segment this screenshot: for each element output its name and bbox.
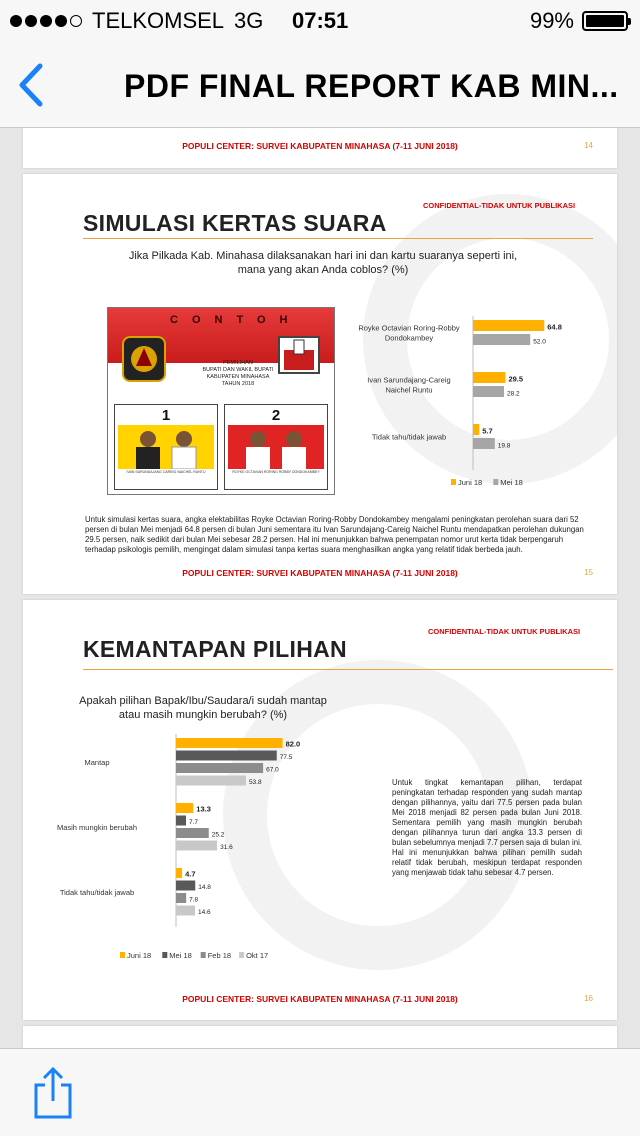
status-bar [0, 0, 640, 40]
battery-percent: 99% [529, 8, 574, 33]
network-type: 3G [234, 8, 264, 33]
carrier-name: TELKOMSEL [92, 8, 225, 33]
bar [176, 816, 186, 826]
bar [176, 763, 263, 773]
bar [176, 828, 209, 838]
candidate-panel-2 [224, 404, 328, 490]
data-label: 7.7 [189, 819, 199, 826]
data-label: 19.8 [497, 442, 511, 450]
slide-title: KEMANTAPAN PILIHAN [83, 636, 347, 662]
data-label: 25.2 [211, 831, 225, 839]
data-label: 13.3 [196, 804, 211, 814]
data-label: 14.6 [197, 909, 211, 916]
bar [473, 386, 504, 397]
legend-label: Feb 18 [207, 951, 232, 960]
bar [176, 881, 195, 891]
back-button[interactable] [14, 60, 50, 110]
bar [176, 906, 195, 916]
category-label: Tidak tahu/tidak jawab [371, 432, 447, 442]
candidate-number: 2 [271, 407, 281, 424]
data-label: 67.0 [266, 766, 279, 774]
bar [473, 320, 544, 331]
bar [176, 893, 186, 903]
confidential-label: CONFIDENTIAL-TIDAK UNTUK PUBLIKASI [423, 201, 576, 210]
bar [176, 776, 246, 786]
legend-label: Juni 18 [458, 478, 483, 487]
title-rule [83, 669, 613, 670]
category-label: Dondokambey [384, 333, 434, 343]
pdf-viewer[interactable] [0, 128, 640, 1048]
data-label: 52.0 [533, 338, 546, 346]
pdf-page-17 [23, 1026, 617, 1048]
data-label: 77.5 [279, 754, 293, 761]
status-left [10, 8, 263, 34]
ballot-sample [107, 307, 335, 495]
pdf-page-16 [23, 600, 617, 1020]
category-label: Mantap [84, 757, 110, 767]
bar [176, 751, 277, 761]
survey-question: Apakah pilihan Bapak/Ibu/Saudara/i sudah mantap atau masih mungkin berubah? (%) [79, 695, 327, 721]
battery-icon [582, 11, 628, 31]
page-footer: POPULI CENTER: SURVEI KABUPATEN MINAHASA (7-11 JUNI 2018) [182, 568, 458, 578]
bar [473, 334, 530, 345]
candidate-photo [228, 425, 324, 469]
share-icon [30, 1063, 76, 1123]
data-label: 5.7 [482, 426, 493, 436]
page-number: 15 [584, 568, 593, 577]
bar [176, 841, 217, 851]
data-label: 82.0 [285, 739, 301, 749]
data-label: 53.8 [248, 779, 262, 786]
category-label: Naichel Runtu [385, 385, 433, 395]
bar [176, 803, 193, 813]
bar [176, 738, 283, 748]
candidate-panel-1 [114, 404, 218, 490]
share-button[interactable] [30, 1063, 76, 1123]
data-label: 64.8 [547, 322, 562, 332]
data-label: 7.8 [189, 896, 199, 904]
ballot-contoh-label: CONTOH [170, 314, 302, 326]
page-number: 14 [584, 141, 593, 150]
category-label: Masih mungkin berubah [56, 822, 138, 832]
signal-strength-icon [10, 15, 82, 27]
category-label: Royke Octavian Roring-Robby [358, 323, 460, 333]
legend-swatch [201, 952, 206, 958]
status-right [530, 8, 628, 34]
kpu-seal-icon [122, 336, 166, 382]
candidate-number: 1 [161, 407, 171, 424]
legend-label: Juni 18 [127, 951, 152, 960]
page-number: 16 [584, 994, 593, 1003]
bottom-toolbar [0, 1048, 640, 1136]
ballot-simulation-chart [333, 299, 603, 489]
slide-title: SIMULASI KERTAS SUARA [83, 210, 387, 236]
choice-stability-chart [45, 726, 365, 962]
pdf-page-14 [23, 128, 617, 168]
bar [176, 868, 182, 878]
legend-swatch [239, 952, 244, 958]
title-rule [83, 238, 593, 239]
page-footer: POPULI CENTER: SURVEI KABUPATEN MINAHASA (7-11 JUNI 2018) [182, 141, 458, 151]
page-body-text: Untuk simulasi kertas suara, angka elektabilitas Royke Octavian Roring-Robby Dondokambey mengalami peningkatan perolehan suara dari 52 persen di bulan Mei menjadi 64.8 persen di bulan Juni sementara itu Ivan Sarundajang-Careig Naichel Runtu mendapatkan perolehan dukungan 29.5 persen, naik sedikit dari bulan Mei sebesar 28.2 persen. Hal ini menunjukkan bahwa penempatan nomor urut kerta tidak berpengaruh terhadap psikologis pemilih, mengingat dalam simulasi tanpa kertas suara menghasilkan angka yang relatif tidak berbeda jauh. [85, 515, 584, 554]
pdf-page-15 [23, 174, 617, 594]
candidate-photo [118, 425, 214, 469]
legend-swatch [162, 952, 167, 958]
navigation-bar [0, 40, 640, 128]
bar [473, 424, 479, 435]
legend-label: Mei 18 [500, 478, 523, 487]
data-label: 14.8 [198, 884, 211, 891]
data-label: 31.6 [220, 844, 233, 851]
data-label: 4.7 [185, 869, 196, 879]
legend-label: Mei 18 [169, 951, 192, 960]
candidate-names: ROYKE OCTAVIAN RORING ROBBY DONDOKAMBEY [228, 470, 324, 486]
legend-swatch [493, 479, 498, 485]
ballot-header: PEMILIHAN BUPATI DAN WAKIL BUPATI KABUPATEN MINAHASA TAHUN 2018 [202, 360, 274, 387]
page-footer: POPULI CENTER: SURVEI KABUPATEN MINAHASA (7-11 JUNI 2018) [182, 994, 458, 1004]
clock: 07:51 [292, 8, 349, 33]
candidate-names: IVAN SARUNDAJANG CAREIG NAICHEL RUNTU [118, 470, 214, 486]
legend-swatch [451, 479, 456, 485]
page-side-text: Untuk tingkat kemantapan pilihan, terdapat peningkatan terhadap responden yang sudah mantap dengan pilihannya, yaitu dari 77.5 persen pada bulan Mei 2018 menjadi 82 persen pada bulan Juni 2018. Sementara pemilih yang masih mungkin berubah dengan pilihannya turun dari angka 13.3 persen di bulan sebelumnya menjadi 7.7 persen saja di bulan ini. Hal ini menunjukkan bahwa pilihan pemilih sudah relatif tidak berubah, meskipun terdapat responden yang menjawab tidak tahu sebesar 4.7 persen. [392, 778, 582, 877]
bar [473, 438, 495, 449]
bar [473, 372, 505, 383]
chevron-left-icon [14, 60, 50, 110]
legend-label: Okt 17 [246, 951, 269, 960]
category-label: Ivan Sarundajang-Careig [367, 375, 451, 385]
ballot-box-icon [278, 336, 320, 374]
data-label: 28.2 [507, 390, 520, 398]
legend-swatch [120, 952, 125, 958]
data-label: 29.5 [508, 374, 524, 384]
survey-question: Jika Pilkada Kab. Minahasa dilaksanakan hari ini dan kartu suaranya seperti ini, mana yang akan Anda coblos? (%) [128, 250, 518, 276]
document-title: PDF FINAL REPORT KAB MIN... [124, 68, 619, 104]
confidential-label: CONFIDENTIAL-TIDAK UNTUK PUBLIKASI [428, 627, 581, 636]
category-label: Tidak tahu/tidak jawab [59, 887, 135, 897]
